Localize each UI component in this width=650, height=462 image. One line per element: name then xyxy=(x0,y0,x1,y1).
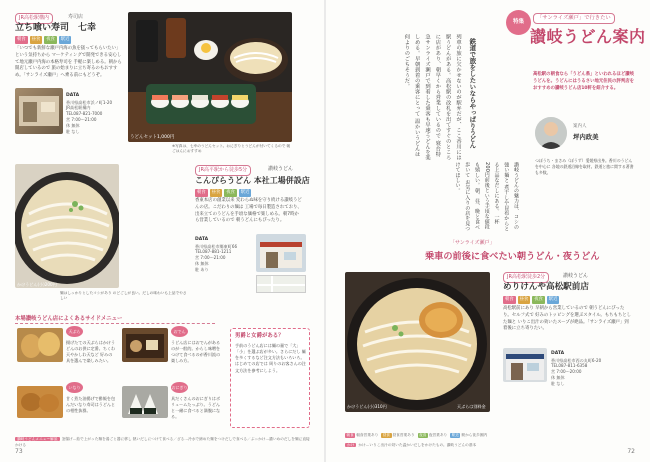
shop2-storefront-photo xyxy=(256,234,306,272)
shop3-parking: 駐 なし xyxy=(551,381,565,387)
tempura-label: 天ぷら xyxy=(66,326,83,337)
left-footer xyxy=(15,437,310,448)
right-page xyxy=(325,0,650,462)
badge-legend xyxy=(345,433,487,438)
shop3-address: 香川県高松市西の丸町6-20 xyxy=(551,357,602,363)
badge-lunch: 昼食 xyxy=(211,190,221,195)
badge-station: 駅近 xyxy=(240,190,250,195)
shop2-hours: 営 7:00～21:00 xyxy=(195,255,226,261)
shop1-data-title: DATA xyxy=(66,93,80,98)
onigiri-photo xyxy=(122,386,168,418)
shop2-description: 香東本店の創業以来 変わらぬ味を守り続ける讃岐うどんの店。こだわりの麺は 工場で毎日製造されており、出来立てのうどんを手頃な価格で楽しめる。朝7時から営業しているので 朝うどんにもぴったり。 xyxy=(195,198,302,224)
shop3-holiday: 休 無休 xyxy=(551,375,565,381)
shop2-tel: TEL087-881-1211 xyxy=(195,249,232,255)
storefront-illustration xyxy=(503,348,547,382)
guide-name: 坪内政美 xyxy=(573,133,599,141)
right-footer-label: かけ xyxy=(347,442,355,447)
shop1-hours: 営 7:00～21:00 xyxy=(66,117,97,123)
tip-box xyxy=(230,328,310,428)
inari-text: 甘く煮た油揚げで酢飯を包んだいなり寿司はうどんとの相性抜群。 xyxy=(66,396,116,414)
onigiri-label: おにぎり xyxy=(171,382,188,393)
storefront-illustration xyxy=(256,234,306,272)
shop2-parking: 駐 あり xyxy=(195,267,209,273)
feature-badge: 特集 xyxy=(506,10,531,35)
onigiri-illustration xyxy=(122,386,168,418)
badge-breakfast: 朝食 xyxy=(17,37,26,42)
feature-lead: 高松駅の朝食なら「うどん県」といわれるほど讃岐うどんを。うどんにはうるさい地元住民の評判店をおすすめの讃岐うどん店10軒を紹介する。 xyxy=(533,72,634,91)
legend-key: 朝食 xyxy=(346,433,354,438)
right-page-number: 72 xyxy=(627,447,635,455)
tempura-photo xyxy=(17,328,63,362)
shop2-category: 讃岐うどん xyxy=(268,166,294,172)
sushi-udon-illustration xyxy=(128,12,292,142)
tempura-text: 揚げたての天ぷらはかけうどんのお供に定番。ちくわ天やかしわ天など 好みの具を選んで楽しみたい。 xyxy=(66,340,116,364)
shop1-photo-note: ※写真は、七幸のうどんセット。おにぎりとうどんが付いてくるので 朝ごはんにおすすめ xyxy=(172,144,291,153)
column-text-2: 讃岐うどんの魅力は、コシの強い麺と 煮干しや昆布からとる上品なだしにある。一杯200円前後という手頃な値段も嬉しい。朝、昼、晩と食べ歩いて お気に入りの店を見つけてほしい。 xyxy=(454,162,519,232)
badge-breakfast: 朝食 xyxy=(197,190,206,195)
storefront-illustration xyxy=(15,88,63,134)
tempura-illustration xyxy=(17,328,63,362)
shop3-location-tag: JR高松駅徒歩2分 xyxy=(503,272,549,283)
inari-photo xyxy=(17,386,63,418)
tip-title: 男爵と女爵がある？ xyxy=(235,333,284,339)
legend-text: 駅から徒歩圏内 xyxy=(461,433,488,438)
oden-photo xyxy=(122,328,168,362)
shop1-address: 香川県高松市浜ノ町1-20 xyxy=(66,99,113,105)
shop3-hours: 営 7:00～20:00 xyxy=(551,369,582,375)
shop3-photo-note: 天ぷらは別料金 xyxy=(457,404,486,409)
right-footer-text: かけ…いりこ出汁の効いた温かいだしをかけたもの。讃岐うどんの基本 xyxy=(358,442,477,447)
badge-breakfast: 朝食 xyxy=(505,297,514,302)
shop2-photo-note: 麺はしっかりとしたコシがあり のどごしが良い。だしの味わいも上品でやさしい xyxy=(60,291,187,300)
shop2-name: こんぴらうどん 本社工場併設店 xyxy=(195,176,310,185)
shop3-food-photo xyxy=(345,272,490,412)
shop2-photo-caption: かけうどん(小)200円 xyxy=(17,282,57,287)
legend-item xyxy=(345,433,378,438)
shop3-badges xyxy=(503,296,559,304)
shop3-category: 讃岐うどん xyxy=(563,273,589,279)
shop1-place: JR高松駅構内 xyxy=(66,105,91,111)
shop1-food-photo xyxy=(128,12,292,142)
shop3-photo-caption: かけうどん(小)310円 xyxy=(347,404,387,409)
section-tag: 「サンライズ瀬戸」 xyxy=(450,240,495,246)
shop3-description: 高松駅前にあり 早朝から営業しているので 朝うどんにぴったり。セルフ式で 好みのトッピングを選ぶスタイル。もちもちとした麺と いりこ出汁の効いたスープが絶品。「サンライズ瀬戸」到着後に立ち寄りたい。 xyxy=(503,306,632,332)
right-footer xyxy=(345,443,630,448)
shop3-data xyxy=(551,350,635,387)
badge-lunch: 昼食 xyxy=(31,37,41,42)
legend-key: 駅近 xyxy=(451,433,459,438)
shop1-storefront-photo xyxy=(15,88,63,134)
shop3-data-title: DATA xyxy=(551,351,565,356)
feature-label: 「サンライズ瀬戸」で行きたい xyxy=(533,13,615,24)
badge-dinner: 夜食 xyxy=(226,190,235,195)
shop1-parking: 駐 なし xyxy=(66,129,80,135)
shop1-holiday: 休 無休 xyxy=(66,123,80,129)
badge-lunch: 昼食 xyxy=(519,297,529,302)
badge-dinner: 夜食 xyxy=(46,37,55,42)
left-page-number: 73 xyxy=(15,447,23,455)
guide-profile: つぼうち・まさみ（ぼうず）愛媛県出身。香川のうどんを中心に 各地の鉄道沿線を取材。鉄道と旅に関する著書も多数。 xyxy=(535,158,634,176)
shop2-data xyxy=(195,236,253,273)
shop2-food-photo xyxy=(15,164,119,288)
badge-station: 駅近 xyxy=(548,297,558,302)
shop1-tel: TEL087-821-7000 xyxy=(66,111,103,117)
shop2-badges xyxy=(195,189,251,197)
legend-item xyxy=(450,433,487,438)
tempura-udon-illustration xyxy=(345,272,490,412)
guide-role: 案内人 xyxy=(573,124,587,129)
kake-udon-illustration xyxy=(15,164,119,288)
shop1-photo-caption: うどんセット1,000円 xyxy=(130,135,175,140)
legend-text: 夜営業あり xyxy=(428,433,448,438)
shop2-holiday: 休 無休 xyxy=(195,261,209,267)
column-title: 鉄道で旅をしたいならやっぱりうどん xyxy=(468,38,477,149)
onigiri-text: 具だくさんのおにぎりはボリュームたっぷり。うどんと一緒に食べると満腹になる。 xyxy=(171,396,221,420)
shop1-data xyxy=(66,92,124,135)
shop1-name: 立ち喰い寿司 七幸 xyxy=(15,23,97,33)
person-icon xyxy=(535,117,567,149)
feature-title: 讃岐うどん案内 xyxy=(530,27,646,46)
legend-key: 夜食 xyxy=(419,433,427,438)
legend-text: 昼食営業あり xyxy=(392,433,415,438)
left-footer-label: 讃岐うどんメニュー解説 xyxy=(17,437,58,442)
shop2-address: 香川県高松市郷東町66 xyxy=(195,243,238,249)
tip-text: 手前のうどん店には麺の量で「大」「小」を選ぶ店が多い。さらにだし 麺を多くするなど注文方法もいろいろ。はじめての店では 周りのお客さんの注文方法を参考にしよう。 xyxy=(235,343,306,373)
oden-text: うどん店にはおでんがあるのが一般的。からし味噌をつけて食べるのが香川流の楽しみ方。 xyxy=(171,340,221,364)
shop3-name: めりけんや高松駅前店 xyxy=(503,282,589,292)
legend-key: 昼食 xyxy=(382,433,390,438)
badge-station: 駅近 xyxy=(60,37,70,42)
shop1-category: 寿司店 xyxy=(68,14,84,20)
oden-label: おでん xyxy=(171,326,188,337)
shop1-badges xyxy=(15,36,71,44)
column-text: 列車の旅に欠かせないのが駅弁だが、ここ香川には駅うどんがある。高松駅の改札を出てすぐのところに店があり、朝早くから営業しているので 寝台特急サンライズ瀬戸で到着した乗客も早速うどんを楽しめる。早朝到着の乗客にとって 温かいうどんは何よりのごちそうだ。 xyxy=(403,34,461,161)
shop2-location-tag: JR高平駅から徒歩5分 xyxy=(195,165,251,176)
shop2-data-title: DATA xyxy=(195,237,209,242)
section-title: 乗車の前後に食べたい朝うどん・夜うどん xyxy=(425,251,600,262)
inari-label: いなり xyxy=(66,382,83,393)
shop1-description: 「いつでも新鮮な瀬戸内海の魚を扱ってもらいたい」という気持ちから マーケティングで開発できる安心して地元瀬戸内海の本格寿司を 手軽に楽しめる。朝から開店しているので 旅の始まりに立ち寄るのもおすすめ。「サンライズ瀬戸」へ乗る前にもどうぞ。 xyxy=(15,46,122,79)
shop2-map xyxy=(256,275,306,293)
guide-avatar xyxy=(535,117,567,149)
legend-item xyxy=(418,433,448,438)
shop3-tel: TEL087-811-6358 xyxy=(551,363,588,369)
inari-illustration xyxy=(17,386,63,418)
side-menu-heading: 本場讃岐うどん店によくあるサイドメニュー xyxy=(15,316,215,324)
oden-illustration xyxy=(122,328,168,362)
legend-text: 朝食営業あり xyxy=(356,433,379,438)
legend-item xyxy=(381,433,414,438)
left-footer-text: 釜揚げ…茹で上がった麺を湯ごと器に移し 熱いだしにつけて食べる／ざる…冷水で締めた麺をつけだしで食べる／ぶっかけ…濃いめのだしを麺に直接かける xyxy=(15,437,310,447)
badge-dinner: 夜食 xyxy=(534,297,543,302)
shop3-storefront-photo xyxy=(503,348,547,382)
shop1-location-tag: JR高松駅構内 xyxy=(15,13,53,24)
